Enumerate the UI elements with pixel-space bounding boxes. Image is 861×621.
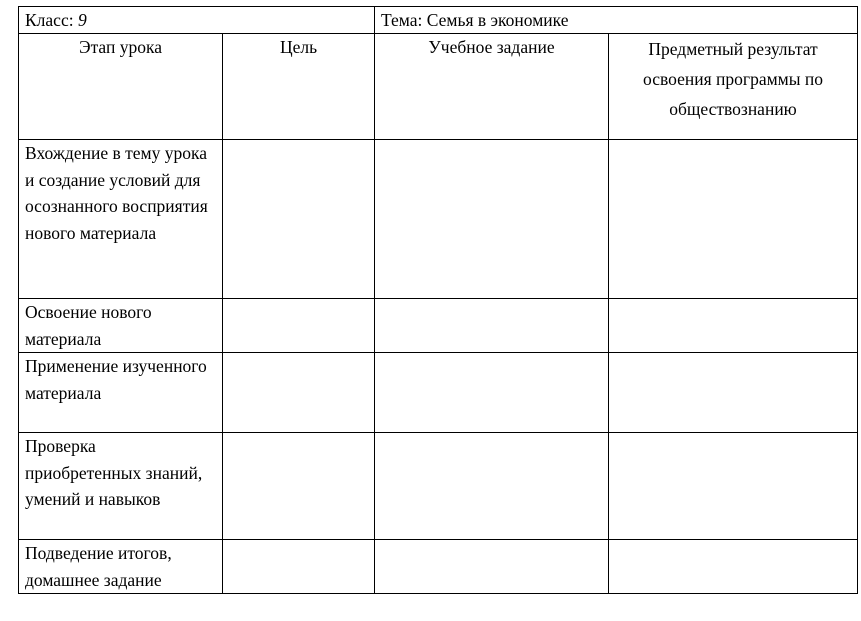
goal-cell (223, 433, 375, 540)
goal-cell (223, 299, 375, 353)
table-row (19, 299, 858, 353)
header-task: Учебное задание (375, 34, 609, 140)
result-cell (609, 140, 858, 299)
result-cell (609, 433, 858, 540)
goal-cell (223, 353, 375, 433)
grade-value: 9 (77, 10, 87, 30)
header-goal: Цель (223, 34, 375, 140)
header-result: Предметный результат освоения программы по обществознанию (609, 34, 858, 140)
stage-name: Применение изученного материала (19, 353, 223, 433)
header-stage: Этап урока (19, 34, 223, 140)
task-cell (375, 353, 609, 433)
topic-cell: Тема: Семья в экономике (375, 7, 858, 34)
task-cell (375, 140, 609, 299)
info-row (19, 7, 858, 34)
stage-name: Освоение нового материала (19, 299, 223, 353)
stage-name: Подведение итогов, домашнее задание (19, 540, 223, 594)
result-cell (609, 299, 858, 353)
result-cell (609, 540, 858, 594)
goal-cell (223, 540, 375, 594)
goal-cell (223, 140, 375, 299)
task-cell (375, 540, 609, 594)
header-row (19, 34, 858, 140)
table-row (19, 140, 858, 299)
grade-cell (19, 7, 375, 34)
task-cell (375, 299, 609, 353)
task-cell (375, 433, 609, 540)
table-row (19, 353, 858, 433)
grade-label: Класс: (25, 10, 74, 30)
table-row (19, 540, 858, 594)
result-cell (609, 353, 858, 433)
stage-name: Проверка приобретенных знаний, умений и навыков (19, 433, 223, 540)
table-row (19, 433, 858, 540)
stage-name: Вхождение в тему урока и создание условий для осознанного восприятия нового материала (19, 140, 223, 299)
lesson-plan-table (18, 6, 858, 594)
